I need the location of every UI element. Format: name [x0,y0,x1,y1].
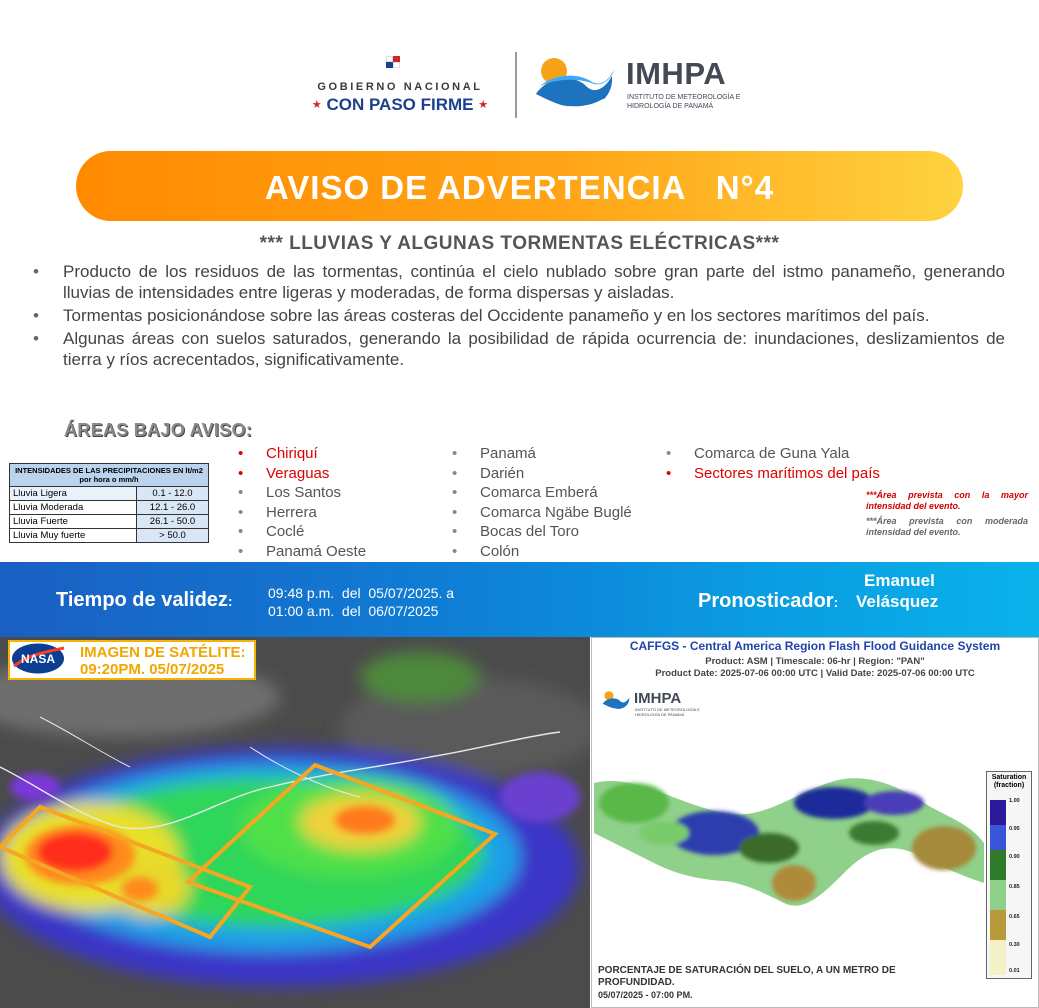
star-icon: ★ [311,99,322,111]
imhpa-subtitle: INSTITUTO DE METEOROLOGÍA E HIDROLOGÍA DE PANAMÁ [627,94,741,110]
area-item-panama: • Panamá [450,444,632,464]
table-row [10,501,209,515]
area-item-comarca-embera: • Comarca Emberá [450,483,632,503]
forecaster-first-name: Emanuel [864,571,935,590]
area-item-colon: • Colón [450,542,632,562]
title-banner [76,151,963,221]
saturation-map [594,763,984,943]
areas-heading: ÁREAS BAJO AVISO: [64,420,253,440]
validity-label [56,589,233,612]
star-icon: ★ [478,99,489,111]
forecaster-name [856,570,996,612]
validity-bar [0,562,1039,637]
scale-title: Saturation (fraction) [991,774,1027,789]
scale-tick: 0.30 [1009,942,1020,948]
area-item-veraguas: • Veraguas [236,464,366,484]
scale-tick: 0.85 [1009,884,1020,890]
gov-line-2 [296,95,504,115]
page-title: AVISO DE ADVERTENCIA N°4 [264,169,775,206]
forecaster-last-name: Velásquez [856,592,939,611]
table-row [10,487,209,501]
scale-tick: 0.95 [1009,826,1020,832]
area-item-panama-oeste: • Panamá Oeste [236,542,366,562]
intensity-value: > 50.0 [137,529,209,543]
intensity-label: Lluvia Moderada [10,501,137,515]
warning-subtitle: *** LLUVIAS Y ALGUNAS TORMENTAS ELÉCTRICAS*** [259,233,780,254]
forecaster-label-text: Pronosticador [698,590,834,612]
intensity-label: Lluvia Muy fuerte [10,529,137,543]
areas-column-1 [236,444,366,561]
intensity-table-header: INTENSIDADES DE LAS PRECIPITACIONES EN lt/m2 por hora o mm/h [10,464,209,487]
satellite-label-line-2: 09:20PM. 05/07/2025 [80,661,225,678]
nasa-label: NASA [20,652,56,666]
ffg-caption: PORCENTAJE DE SATURACIÓN DEL SUELO, A UN METRO DE PROFUNDIDAD. [598,965,896,988]
intensity-label: Lluvia Ligera [10,487,137,501]
ffg-title: CAFFGS - Central America Region Flash Flood Guidance System [629,639,1001,653]
sectores-label: Sectores marítimos del país [694,464,880,482]
note-moderate-intensity: ***Área prevista con moderada intensidad del evento. [866,516,1028,537]
table-row [10,515,209,529]
satellite-map [0,637,590,1008]
logo-divider [515,52,517,118]
validity-colon: : [227,593,233,609]
satellite-image [0,637,590,1008]
areas-column-2 [450,444,632,561]
areas-column-3 [664,444,880,483]
validity-label-text: Tiempo de validez [56,589,228,611]
satellite-label [8,640,256,680]
area-item-comarca-ngabe-bugle: • Comarca Ngäbe Buglé [450,503,632,523]
area-item-herrera: • Herrera [236,503,366,523]
imhpa-logo [534,56,764,116]
intensity-label: Lluvia Fuerte [10,515,137,529]
imhpa-wave-icon [602,689,632,713]
scale-tick: 0.65 [1009,914,1020,920]
area-item-los-santos: • Los Santos [236,483,366,503]
satellite-label-text [80,644,246,678]
scale-tick: 1.00 [1009,798,1020,804]
imhpa-wave-icon [534,56,620,116]
flood-guidance-panel [591,637,1039,1008]
forecaster-label [698,590,838,613]
intensity-value: 12.1 - 26.0 [137,501,209,515]
ffg-date-line: Product Date: 2025-07-06 00:00 UTC | Valid Date: 2025-07-06 00:00 UTC [655,668,975,679]
validity-line-1: 09:48 p.m. del 05/07/2025. a [268,585,455,601]
ffg-caption-date: 05/07/2025 - 07:00 PM. [598,990,693,1000]
validity-line-2: 01:00 a.m. del 06/07/2025 [268,603,439,619]
satellite-label-line-1: IMAGEN DE SATÉLITE: [80,644,246,661]
area-item-chiriqui: • Chiriquí [236,444,366,464]
forecaster-colon: : [833,594,839,610]
panama-flag-icon [386,56,400,68]
validity-dates [268,584,454,620]
gov-line-1: GOBIERNO NACIONAL [317,81,483,93]
area-item-bocas-del-toro: • Bocas del Toro [450,522,632,542]
area-item-cocle: • Coclé [236,522,366,542]
nasa-logo-icon [10,642,66,675]
description-item: • Algunas áreas con suelos saturados, generando la posibilidad de rápida ocurrencia de: inundaciones, deslizamientos de tierra y ríos acrecentados, significativamente. [30,328,1005,370]
description-item: • Tormentas posicionándose sobre las áreas costeras del Occidente panameño y en los sectores marítimos del país. [30,305,1005,326]
gov-slogan: CON PASO FIRME [326,95,474,114]
description-item: • Producto de los residuos de las tormentas, continúa el cielo nublado sobre gran parte del istmo panameño, generando lluvias de intensidades entre ligeras y moderadas, de forma dispersas y aisladas. [30,261,1005,303]
table-row [10,529,209,543]
saturation-scale [986,771,1032,979]
ffg-logo-name: IMHPA [634,690,682,707]
area-item-guna-yala: • Comarca de Guna Yala [664,444,880,464]
intensity-value: 26.1 - 50.0 [137,515,209,529]
note-high-intensity: ***Área prevista con la mayor intensidad del evento. [866,490,1028,511]
imhpa-name: IMHPA [626,56,727,91]
description-list [30,261,1005,372]
intensity-value: 0.1 - 12.0 [137,487,209,501]
scale-color-bar [990,800,1006,975]
ffg-logo-subtitle: INSTITUTO DE METEOROLOGÍA E HIDROLOGÍA DE PANAMÁ [635,707,700,717]
area-item-darien: • Darién [450,464,632,484]
intensity-notes [866,490,1028,538]
area-item-sectores-maritimos [664,464,880,484]
scale-tick: 0.01 [1009,968,1020,974]
ffg-imhpa-logo [602,689,722,719]
gobierno-nacional-logo [296,56,504,118]
scale-tick: 0.90 [1009,854,1020,860]
intensity-table [9,463,209,543]
ffg-product-line: Product: ASM | Timescale: 06-hr | Region: "PAN" [705,656,925,667]
